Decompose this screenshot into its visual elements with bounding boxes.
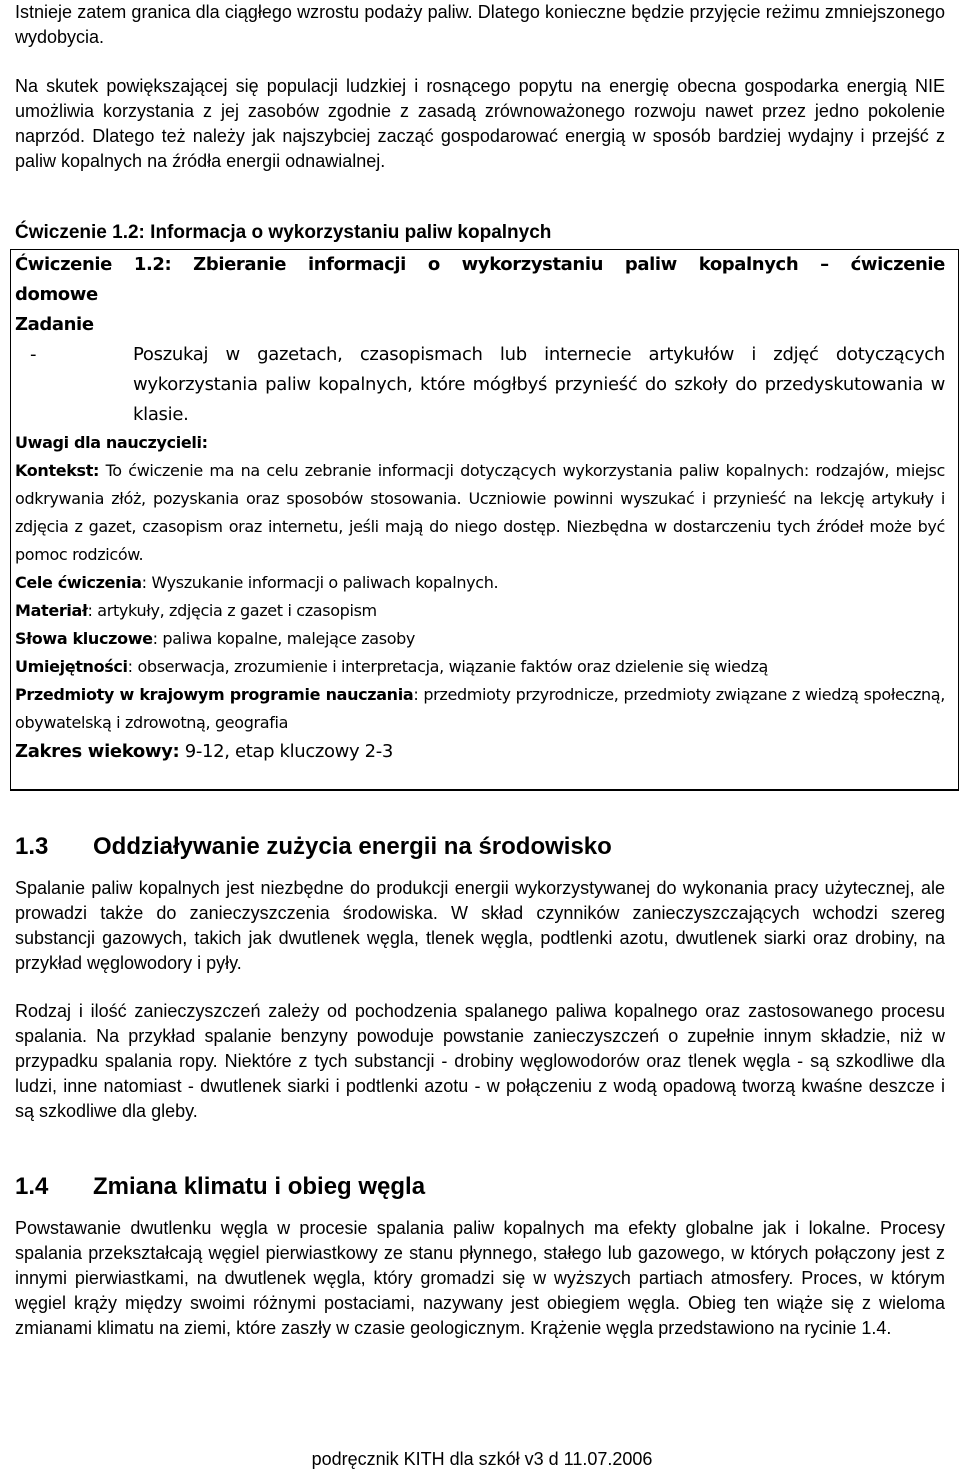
section-1-3-title: Oddziaływanie zużycia energii na środowisko [93,833,612,860]
context-paragraph [15,457,945,569]
skills-text: : obserwacja, zrozumienie i interpretacja, wiązanie faktów oraz dzielenie się wiedzą [127,657,768,676]
exercise-box-title-continued: domowe [15,284,98,305]
exercise-box-content [15,250,945,767]
intro-paragraph-1: Istnieje zatem granica dla ciągłego wzrostu podaży paliw. Dlatego konieczne będzie przyjęcie reżimu zmniejszonego wydobycia. [15,2,945,47]
exercise-box-title: Ćwiczenie 1.2: Zbieranie informacji o wykorzystaniu paliw kopalnych – ćwiczenie [15,254,945,275]
material-row [15,597,945,625]
task-label: Zadanie [15,314,94,335]
subjects-text: : przedmioty przyrodnicze, przedmioty związane z wiedzą społeczną, obywatelską i zdrowotną, geografia [15,685,945,732]
context-label: Kontekst: [15,461,100,480]
task-text: Poszukaj w gazetach, czasopismach lub internecie artykułów i zdjęć dotyczących wykorzystania paliw kopalnych, które mógłbyś przynieść do szkoły do przedyskutowania w klasie. [133,344,945,425]
subjects-label: Przedmioty w krajowym programie nauczania [15,685,414,704]
section-1-4-number: 1.4 [15,1173,49,1200]
material-text: : artykuły, zdjęcia z gazet i czasopism [87,601,377,620]
section-1-3-paragraph-1: Spalanie paliw kopalnych jest niezbędne do produkcji energii wykorzystywanej do wykonania pracy użytecznej, ale prowadzi także do zanieczyszczenia środowiska. W skład czynników zanieczyszczających wchodzi szereg substancji gazowych, takich jak dwutlenek węgla, tlenek węgla, podtlenki azotu, dwutlenek siarki oraz drobiny, na przykład węglowodory i pyły. [15,878,945,973]
intro-paragraph-2: Na skutek powiększającej się populacji ludzkiej i rosnącego popytu na energię obecna gospodarka energią NIE umożliwia korzystania z jej zasobów zgodnie z zasadą zrównoważonego rozwoju nawet przez jedno pokolenie naprzód. Dlatego też należy jak najszybciej zacząć gospodarować energią w sposób bardziej wydajny i przejść z paliw kopalnych na źródła energii odnawialnej. [15,76,945,171]
goals-label: Cele ćwiczenia [15,573,142,592]
exercise-heading: Ćwiczenie 1.2: Informacja o wykorzystaniu paliw kopalnych [15,222,552,243]
page-footer: podręcznik KITH dla szkół v3 d 11.07.2006 [311,1449,653,1469]
goals-text: : Wyszukanie informacji o paliwach kopalnych. [141,573,499,592]
task-item [15,340,945,430]
material-label: Materiał [15,601,88,620]
skills-row [15,653,945,681]
goals-row [15,569,945,597]
section-1-3-paragraph-2: Rodzaj i ilość zanieczyszczeń zależy od pochodzenia spalanego paliwa kopalnego oraz zastosowanego procesu spalania. Na przykład spalanie benzyny powoduje powstanie zanieczyszczeń o zupełnie innym składzie, niż w przypadku spalania ropy. Niektóre z tych substancji - drobiny węglowodorów oraz tlenek węgla - są szkodliwe dla ludzi, inne natomiast - dwutlenek siarki i podtlenki azotu - w połączeniu z wodą opadową tworzą kwaśne deszcze i są szkodliwe dla gleby. [15,1001,945,1121]
age-text: 9-12, etap kluczowy 2-3 [179,741,394,762]
keywords-label: Słowa kluczowe [15,629,153,648]
section-1-4-heading [15,1172,945,1202]
section-1-4-title: Zmiana klimatu i obieg węgla [93,1173,426,1200]
section-1-3-number: 1.3 [15,833,49,860]
context-text: To ćwiczenie ma na celu zebranie informacji dotyczących wykorzystania paliw kopalnych: rodzajów, miejsc odkrywania złóż, pozyskania oraz sposobów stosowania. Uczniowie powinni wyszukać i przynieść na lekcję artykuły i zdjęcia z gazet, czasopism oraz internetu, jeśli mają do niego dostęp. Niezbędna w dostarczeniu tych źródeł może być pomoc rodziców. [15,461,945,564]
skills-label: Umiejętności [15,657,128,676]
keywords-text: : paliwa kopalne, malejące zasoby [152,629,416,648]
keywords-row [15,625,945,653]
age-label: Zakres wiekowy: [15,741,180,762]
section-1-4-paragraph-1: Powstawanie dwutlenku węgla w procesie spalania paliw kopalnych ma efekty globalne jak i lokalne. Procesy spalania przekształcają węgiel pierwiastkowy ze stanu płynnego, stałego lub gazowego, w których połączony jest z innymi pierwiastkami, na dwutlenek węgla, który gromadzi się w wyższych partiach atmosfery. Proces, w którym węgiel krąży między swoimi różnymi postaciami, nazywany jest obiegiem węgla. Obieg ten wiąże się z wieloma zmianami klimatu na ziemi, które zaszły w czasie geologicznym. Krążenie węgla przedstawiono na rycinie 1.4. [15,1218,945,1338]
section-1-3-heading [15,832,945,862]
task-dash: - [30,344,37,365]
teacher-notes-label: Uwagi dla nauczycieli: [15,433,208,452]
age-row [15,737,945,767]
subjects-row [15,681,945,737]
